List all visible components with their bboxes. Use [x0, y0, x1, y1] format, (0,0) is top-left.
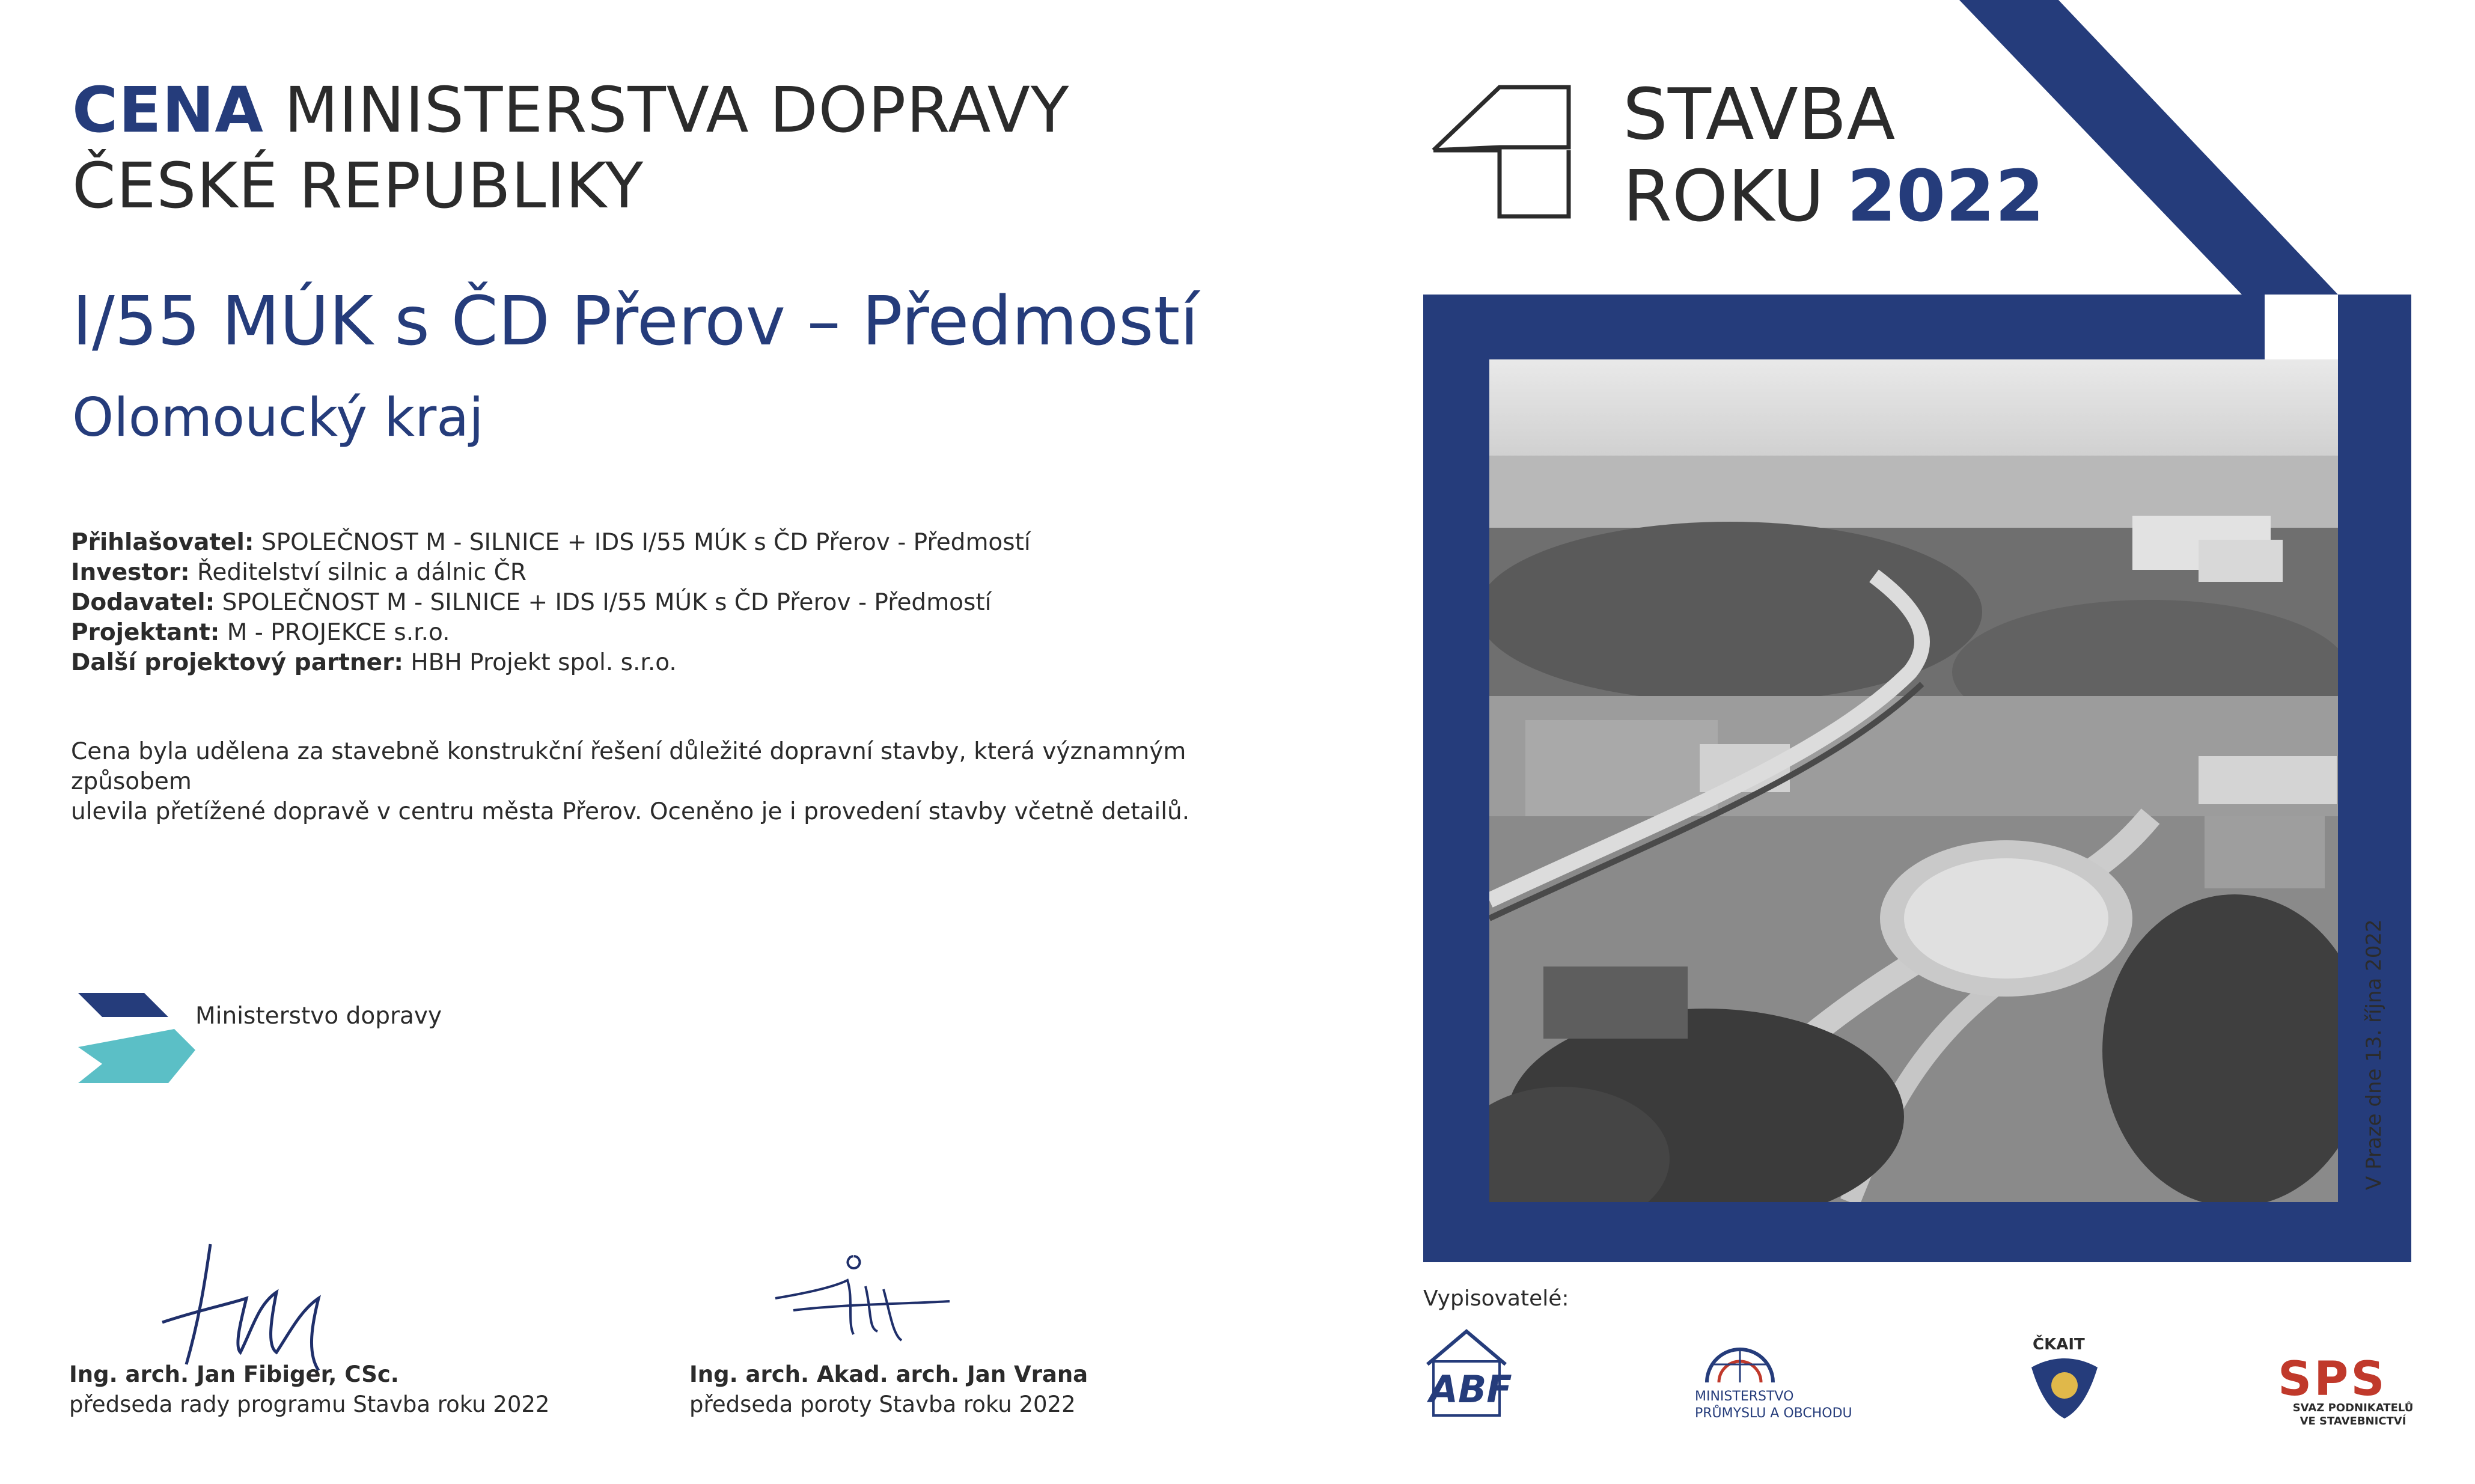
detail-label: Projektant:: [71, 619, 220, 646]
detail-row: [71, 648, 1031, 678]
sps-line2: VE STAVEBNICTVÍ: [2300, 1415, 2406, 1428]
project-details: [71, 528, 1031, 678]
mpo-line2: PRŮMYSLU A OBCHODU: [1695, 1406, 1852, 1421]
frame-bottom-band: [1423, 1202, 2411, 1262]
detail-row: [71, 618, 1031, 648]
ministry-logo-label: Ministerstvo dopravy: [195, 1003, 442, 1030]
detail-label: Investor:: [71, 559, 190, 586]
frame-top-band: [1423, 295, 2265, 359]
award-title-line1: STAVBA: [1623, 73, 1896, 156]
detail-value: HBH Projekt spol. s.r.o.: [410, 649, 677, 676]
detail-label: Další projektový partner:: [71, 649, 403, 676]
mpo-line1: MINISTERSTVO: [1695, 1389, 1794, 1404]
award-year: 2022: [1846, 154, 2045, 237]
project-region: Olomoucký kraj: [72, 386, 484, 448]
aerial-photo: [1489, 359, 2338, 1202]
detail-value: M - PROJEKCE s.r.o.: [227, 619, 450, 646]
description-line: ulevila přetížené dopravě v centru města Přerov. Oceněno je i provedení stavby včetně detailů.: [71, 798, 1190, 825]
heading-rest: MINISTERSTVA DOPRAVY: [284, 73, 1070, 147]
description-line: Cena byla udělena za stavebně konstrukční řešení důležité dopravní stavby, která významným způsobem: [71, 738, 1186, 795]
heading-line2: ČESKÉ REPUBLIKY: [72, 149, 644, 222]
sps-logo-subtitle: [2290, 1402, 2416, 1428]
detail-value: SPOLEČNOST M - SILNICE + IDS I/55 MÚK s ČD Přerov - Předmostí: [261, 529, 1031, 556]
sponsors-label: Vypisovatelé:: [1423, 1286, 1569, 1311]
detail-label: Přihlašovatel:: [71, 529, 254, 556]
signatory-role: předseda poroty Stavba roku 2022: [689, 1391, 1076, 1417]
award-date: V Praze dne 13. října 2022: [2362, 919, 2386, 1190]
frame-left-band: [1423, 295, 1489, 1262]
stavba-roku-logo-icon: [1427, 81, 1572, 219]
signatory-role: předseda rady programu Stavba roku 2022: [69, 1391, 550, 1417]
heading-bold: CENA: [72, 73, 264, 147]
detail-label: Dodavatel:: [71, 589, 215, 616]
sps-logo-text: SPS: [2278, 1352, 2387, 1406]
detail-row: [71, 558, 1031, 588]
ckait-logo-text: ČKAIT: [2033, 1336, 2085, 1354]
signature-vrana: [763, 1244, 980, 1364]
sps-line1: SVAZ PODNIKATELŮ: [2292, 1402, 2414, 1414]
signature-block-1: [69, 1360, 549, 1420]
signatory-name: Ing. arch. Jan Fibiger, CSc.: [69, 1361, 399, 1387]
award-title: [1623, 73, 2044, 237]
ministry-logo-icon: [78, 993, 198, 1086]
mpo-logo-icon: [1701, 1343, 1779, 1385]
abf-logo-text: ABF: [1429, 1367, 1512, 1411]
award-description: [71, 737, 1273, 827]
project-name: I/55 MÚK s ČD Přerov – Předmostí: [72, 282, 1199, 361]
detail-row: [71, 528, 1031, 558]
signature-block-2: [689, 1360, 1088, 1420]
award-heading: [72, 72, 1069, 224]
detail-value: SPOLEČNOST M - SILNICE + IDS I/55 MÚK s ČD Přerov - Předmostí: [222, 589, 992, 616]
detail-row: [71, 588, 1031, 618]
ckait-logo-icon: [2028, 1355, 2101, 1421]
detail-value: Ředitelství silnic a dálnic ČR: [197, 559, 526, 586]
mpo-logo-text: [1695, 1388, 1852, 1422]
award-title-prefix: ROKU: [1623, 154, 1825, 237]
signatory-name: Ing. arch. Akad. arch. Jan Vrana: [689, 1361, 1088, 1387]
